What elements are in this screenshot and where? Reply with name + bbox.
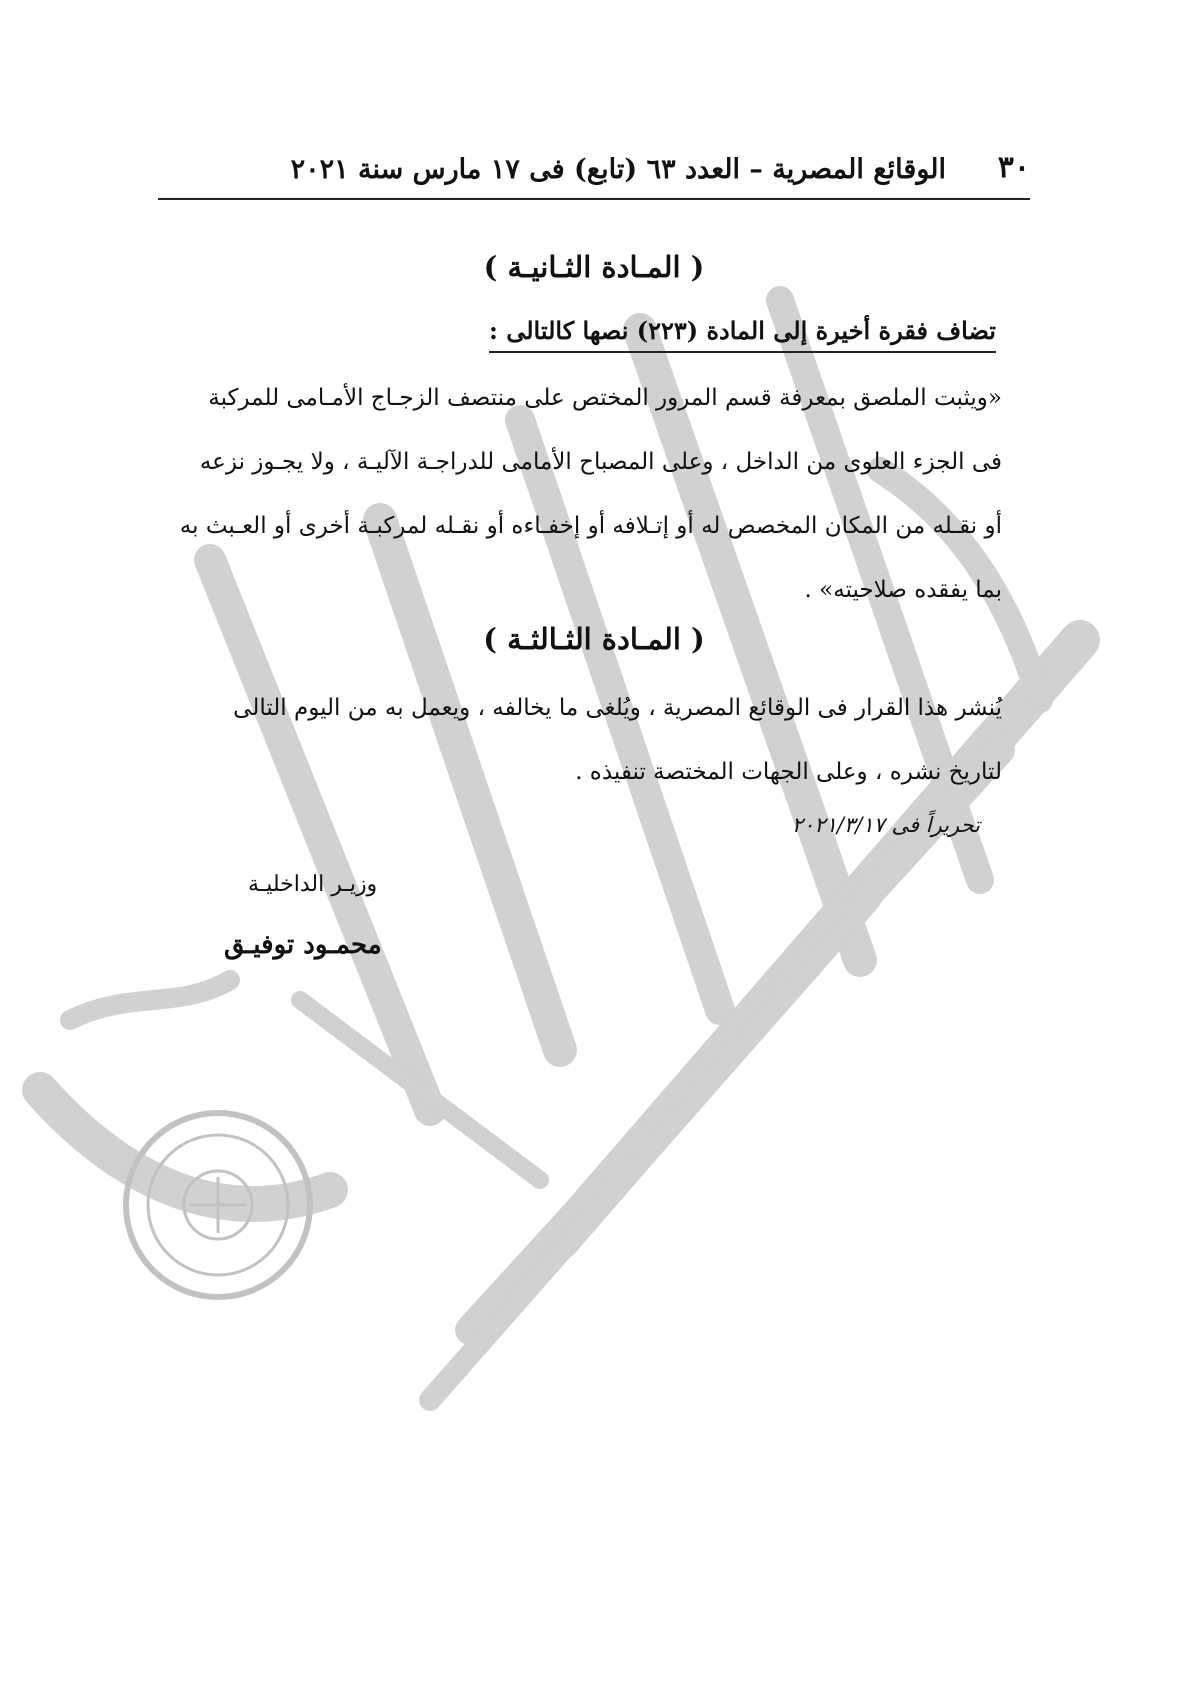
article2-heading: ( المـادة الثـانيـة ): [483, 250, 705, 284]
article3-body: [158, 676, 1002, 804]
text-line: لتاريخ نشره ، وعلى الجهات المختصة تنفيذه .: [575, 759, 1002, 785]
watermark-stroke: [70, 980, 230, 1020]
minister-title: وزيـر الداخليـة: [248, 872, 378, 897]
article2-intro: تضاف فقرة أخيرة إلى المادة (٢٢٣) نصها كالتالى :: [489, 316, 996, 353]
signing-date: تحريراً فى ٢٠٢١/٣/١٧: [791, 813, 980, 837]
article3-heading: ( المـادة الثـالثـة ): [483, 622, 705, 656]
text-line: يُنشر هذا القرار فى الوقائع المصرية ، ويُلغى ما يخالفه ، ويعمل به من اليوم التالى: [233, 695, 1002, 721]
page-header: [158, 150, 1030, 200]
watermark-stroke: [300, 1000, 540, 1180]
text-line: أو نقـله من المكان المخصص له أو إتـلافه أو إخفـاءه أو نقـله لمركبـة أخرى أو العـبث به: [179, 513, 1002, 539]
text-line: فى الجزء العلوى من الداخل ، وعلى المصباح الأمامى للدراجـة الآليـة ، ولا يجـوز نزعه: [199, 449, 1002, 475]
article2-body: [158, 366, 1002, 622]
text-line: «ويثبت الملصق بمعرفة قسم المرور المختص على منتصف الزجـاج الأمـامى للمركبة: [208, 385, 1002, 411]
page-number: ٣٠: [997, 150, 1030, 185]
header-title: الوقائع المصرية – العدد ٦٣ (تابع) فى ١٧ مارس سنة ٢٠٢١: [290, 154, 946, 185]
text-line: بما يفقده صلاحيته» .: [804, 577, 1002, 603]
minister-name: محمـود توفيـق: [224, 930, 382, 960]
